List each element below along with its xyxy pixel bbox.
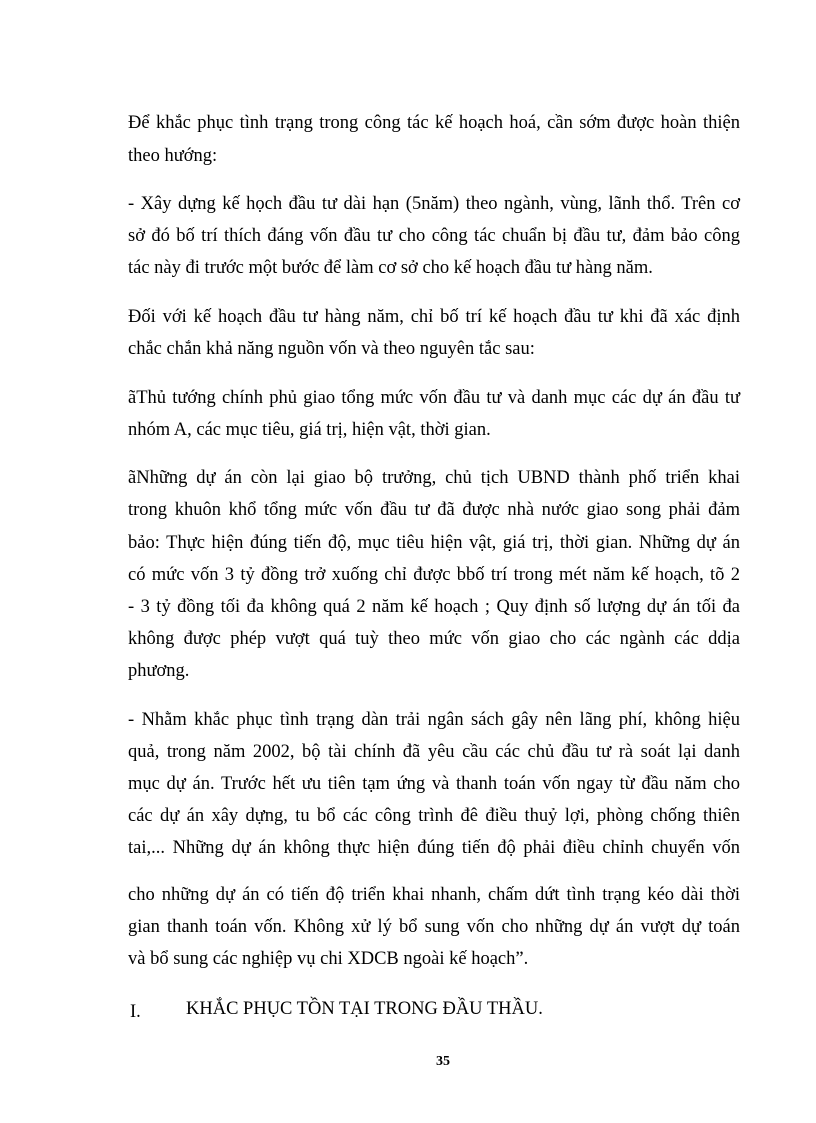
text-line: ãThủ tướng chính phủ giao tổng mức vốn đầu tư và danh mục các dự án đầu tư	[128, 388, 740, 408]
section-number: I.	[130, 1002, 141, 1022]
document-page	[128, 0, 740, 1123]
text-line: Đối với kế hoạch đầu tư hàng năm, chỉ bố trí kế hoạch đầu tư khi đã xác định	[128, 307, 740, 327]
text-line: nhóm A, các mục tiêu, giá trị, hiện vật, thời gian.	[128, 420, 491, 440]
text-line: - Xây dựng kế họch đầu tư dài hạn (5năm) theo ngành, vùng, lãnh thổ. Trên cơ	[128, 194, 740, 214]
section-heading: KHẮC PHỤC TỒN TẠI TRONG ĐẦU THẦU.	[186, 999, 543, 1019]
text-line: - Nhằm khắc phục tình trạng dàn trải ngân sách gây nên lãng phí, không hiệu	[128, 710, 740, 730]
text-line: các dự án xây dựng, tu bổ các công trình đê điều thuỷ lợi, phòng chống thiên	[128, 806, 740, 826]
page-number: 35	[436, 1054, 450, 1069]
text-line: tai,... Những dự án không thực hiện đúng tiến độ phải điều chỉnh chuyển vốn	[128, 838, 740, 858]
text-line: Để khắc phục tình trạng trong công tác kế hoạch hoá, cần sớm được hoàn thiện	[128, 113, 740, 133]
text-line: tác này đi trước một bước để làm cơ sở cho kế hoạch đầu tư hàng năm.	[128, 258, 653, 278]
text-line: trong khuôn khổ tổng mức vốn đầu tư đã được nhà nước giao song phải đảm	[128, 500, 740, 520]
text-line: gian thanh toán vốn. Không xử lý bổ sung vốn cho những dự án vượt dự toán	[128, 917, 740, 937]
text-line: có mức vốn 3 tỷ đồng trở xuống chỉ được bbố trí trong mét năm kế hoạch, tõ 2	[128, 565, 740, 585]
text-line: chắc chắn khả năng nguồn vốn và theo nguyên tắc sau:	[128, 339, 535, 359]
text-line: bảo: Thực hiện đúng tiến độ, mục tiêu hiện vật, giá trị, thời gian. Những dự án	[128, 533, 740, 553]
text-line: phương.	[128, 661, 190, 681]
text-line: không được phép vượt quá tuỳ theo mức vốn giao cho các ngành các ddịa	[128, 629, 740, 649]
text-line: mục dự án. Trước hết ưu tiên tạm ứng và thanh toán vốn ngay từ đầu năm cho	[128, 774, 740, 794]
text-line: quả, trong năm 2002, bộ tài chính đã yêu cầu các chủ đầu tư rà soát lại danh	[128, 742, 740, 762]
text-line: theo hướng:	[128, 146, 218, 166]
text-line: - 3 tỷ đồng tối đa không quá 2 năm kế hoạch ; Quy định số lượng dự án tối đa	[128, 597, 740, 617]
text-line: ãNhững dự án còn lại giao bộ trưởng, chủ tịch UBND thành phố triển khai	[128, 468, 740, 488]
text-line: và bổ sung các nghiệp vụ chi XDCB ngoài kế hoạch”.	[128, 949, 529, 969]
text-line: cho những dự án có tiến độ triển khai nhanh, chấm dứt tình trạng kéo dài thời	[128, 885, 740, 905]
text-line: sở đó bố trí thích đáng vốn đầu tư cho công tác chuẩn bị đầu tư, đảm bảo công	[128, 226, 740, 246]
